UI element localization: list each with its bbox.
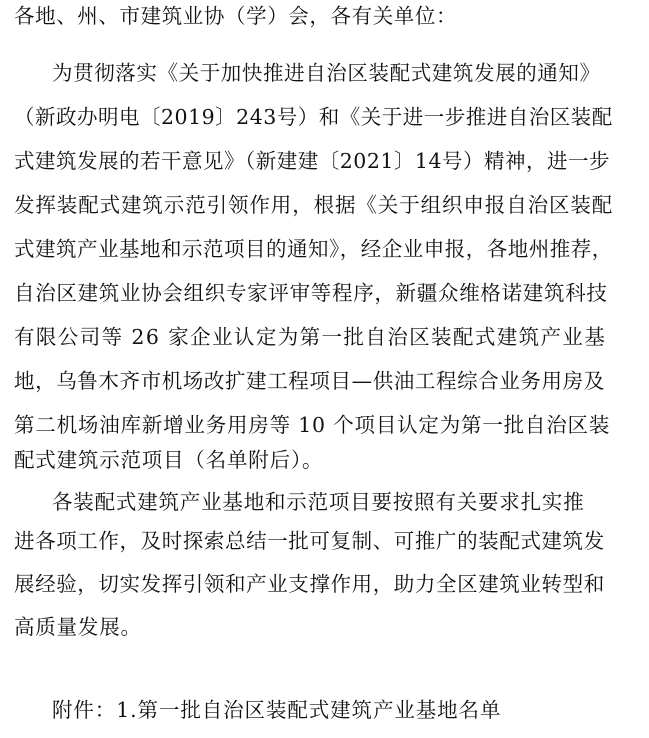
paragraph-2-line: 各装配式建筑产业基地和示范项目要按照有关要求扎实推 [52,490,585,514]
paragraph-2-line: 展经验，切实发挥引领和产业支撑作用，助力全区建筑业转型和 [14,572,605,596]
paragraph-1-line: 第二机场油库新增业务用房等 10 个项目认定为第一批自治区装 [14,413,611,437]
paragraph-1-line: 为贯彻落实《关于加快推进自治区装配式建筑发展的通知》 [52,61,601,85]
paragraph-1-line: 地，乌鲁木齐市机场改扩建工程项目—供油工程综合业务用房及 [14,369,605,393]
paragraph-2-line: 高质量发展。 [14,615,142,639]
paragraph-1-line: 发挥装配式建筑示范引领作用，根据《关于组织申报自治区装配 [14,193,614,217]
paragraph-1-line: 自治区建筑业协会组织专家评审等程序，新疆众维格诺建筑科技 [14,281,608,305]
attachment-line: 附件：1.第一批自治区装配式建筑产业基地名单 [52,698,502,722]
paragraph-1-line: 配式建筑示范项目（名单附后）。 [14,448,324,472]
paragraph-1-line: （新政办明电〔2019〕243号）和《关于进一步推进自治区装配 [14,105,613,129]
paragraph-2-line: 进各项工作，及时探索总结一批可复制、可推广的装配式建筑发 [14,529,605,553]
paragraph-1-line: 有限公司等 26 家企业认定为第一批自治区装配式建筑产业基 [14,325,607,349]
salutation: 各地、州、市建筑业协（学）会，各有关单位： [14,4,458,28]
paragraph-1-line: 式建筑产业基地和示范项目的通知》，经企业申报，各地州推荐， [14,237,613,261]
paragraph-1-line: 式建筑发展的若干意见》（新建建〔2021〕14号）精神，进一步 [14,149,611,173]
